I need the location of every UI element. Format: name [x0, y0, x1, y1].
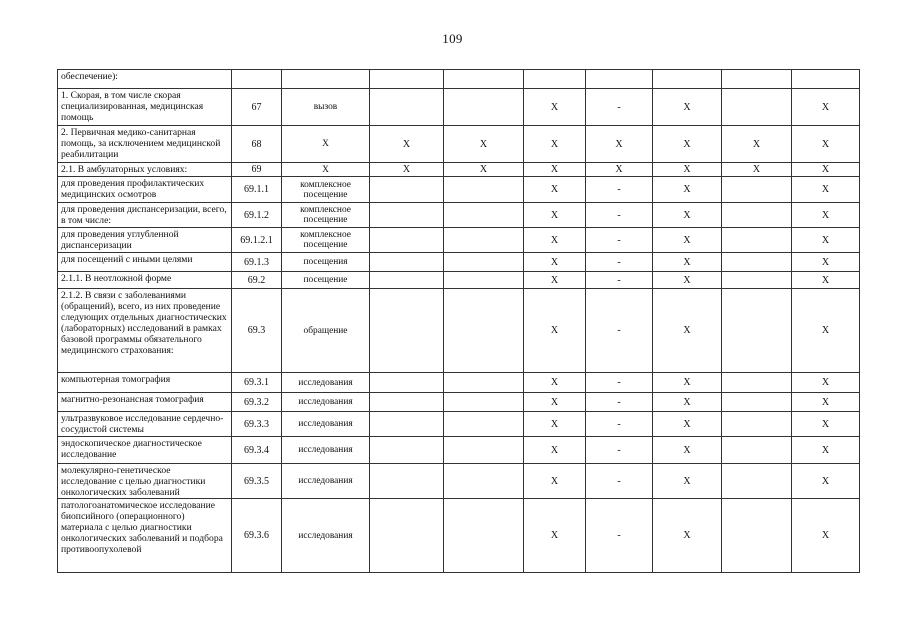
row-code-cell: 69.1.2 — [232, 203, 282, 228]
row-value-cell — [722, 499, 792, 573]
row-name-cell: патологоанатомическое исследование биопсийного (операционного) материала с целью диагностики онкологических заболеваний и подбора противоопухолевой — [58, 499, 232, 573]
row-unit-cell: исследования — [282, 464, 370, 499]
row-value-cell: - — [586, 253, 653, 272]
row-value-cell — [722, 203, 792, 228]
row-name-cell: для проведения диспансеризации, всего, в том числе: — [58, 203, 232, 228]
row-value-cell — [653, 70, 722, 89]
row-value-cell: X — [370, 126, 444, 163]
row-value-cell — [444, 89, 524, 126]
row-value-cell: X — [653, 437, 722, 464]
table-row — [58, 253, 860, 272]
row-value-cell: X — [524, 253, 586, 272]
row-unit-cell: X — [282, 163, 370, 177]
row-value-cell: X — [524, 203, 586, 228]
row-value-cell — [722, 373, 792, 393]
row-value-cell: X — [792, 289, 860, 373]
row-value-cell — [722, 464, 792, 499]
row-value-cell: X — [653, 89, 722, 126]
row-value-cell: X — [792, 163, 860, 177]
row-name-cell: для посещений с иными целями — [58, 253, 232, 272]
row-value-cell: - — [586, 203, 653, 228]
row-code-cell: 69.3.5 — [232, 464, 282, 499]
row-code-cell: 69.2 — [232, 272, 282, 289]
row-value-cell — [722, 177, 792, 203]
row-value-cell: X — [653, 412, 722, 437]
row-value-cell: X — [653, 373, 722, 393]
row-value-cell: - — [586, 393, 653, 412]
row-value-cell — [444, 499, 524, 573]
row-value-cell — [370, 70, 444, 89]
row-value-cell — [722, 253, 792, 272]
row-value-cell: - — [586, 272, 653, 289]
table-row — [58, 412, 860, 437]
page-number: 109 — [442, 31, 463, 46]
table-row — [58, 126, 860, 163]
row-value-cell: X — [722, 163, 792, 177]
table-row — [58, 163, 860, 177]
row-value-cell — [444, 228, 524, 253]
row-value-cell — [370, 499, 444, 573]
row-value-cell — [370, 177, 444, 203]
row-value-cell — [722, 228, 792, 253]
row-value-cell: X — [792, 464, 860, 499]
row-value-cell — [444, 70, 524, 89]
row-value-cell: X — [792, 393, 860, 412]
row-value-cell: X — [722, 126, 792, 163]
row-value-cell: X — [792, 253, 860, 272]
row-value-cell: - — [586, 412, 653, 437]
row-value-cell: X — [586, 126, 653, 163]
row-name-cell: 2.1.1. В неотложной форме — [58, 272, 232, 289]
table-row — [58, 393, 860, 412]
row-value-cell — [444, 437, 524, 464]
row-value-cell — [444, 272, 524, 289]
row-unit-cell: вызов — [282, 89, 370, 126]
row-value-cell: - — [586, 499, 653, 573]
row-name-cell: для проведения углубленной диспансеризации — [58, 228, 232, 253]
row-unit-cell: обращение — [282, 289, 370, 373]
row-value-cell — [370, 464, 444, 499]
row-value-cell: X — [524, 126, 586, 163]
row-value-cell — [370, 228, 444, 253]
row-value-cell — [722, 272, 792, 289]
row-value-cell — [370, 373, 444, 393]
row-code-cell: 69.3.4 — [232, 437, 282, 464]
row-value-cell: X — [653, 228, 722, 253]
row-value-cell: - — [586, 464, 653, 499]
row-unit-cell: исследования — [282, 499, 370, 573]
row-value-cell: X — [524, 163, 586, 177]
row-unit-cell: исследования — [282, 393, 370, 412]
row-value-cell: - — [586, 373, 653, 393]
row-value-cell: X — [524, 393, 586, 412]
row-code-cell: 69.3 — [232, 289, 282, 373]
table-row — [58, 289, 860, 373]
row-value-cell — [444, 253, 524, 272]
row-value-cell: X — [653, 272, 722, 289]
row-value-cell — [444, 464, 524, 499]
row-value-cell: - — [586, 177, 653, 203]
row-code-cell: 69 — [232, 163, 282, 177]
row-value-cell — [370, 89, 444, 126]
row-value-cell: X — [792, 437, 860, 464]
row-value-cell — [444, 289, 524, 373]
row-value-cell: X — [653, 163, 722, 177]
row-value-cell: X — [524, 228, 586, 253]
row-unit-cell: комплексное посещение — [282, 177, 370, 203]
table-row — [58, 499, 860, 573]
table-row — [58, 437, 860, 464]
row-code-cell: 69.3.2 — [232, 393, 282, 412]
row-code-cell: 67 — [232, 89, 282, 126]
row-value-cell: X — [524, 464, 586, 499]
row-value-cell: X — [653, 393, 722, 412]
row-value-cell: - — [586, 89, 653, 126]
row-code-cell: 69.3.3 — [232, 412, 282, 437]
row-name-cell: эндоскопическое диагностическое исследование — [58, 437, 232, 464]
row-value-cell: X — [524, 89, 586, 126]
row-value-cell — [370, 272, 444, 289]
row-value-cell: X — [792, 499, 860, 573]
table-row — [58, 272, 860, 289]
table-row — [58, 464, 860, 499]
row-value-cell — [370, 253, 444, 272]
row-value-cell — [444, 203, 524, 228]
row-name-cell: магнитно-резонансная томография — [58, 393, 232, 412]
row-value-cell: X — [653, 499, 722, 573]
program-table — [57, 69, 860, 573]
row-value-cell — [370, 393, 444, 412]
row-value-cell: - — [586, 437, 653, 464]
row-value-cell: X — [524, 373, 586, 393]
row-name-cell: молекулярно-генетическое исследование с целью диагностики онкологических заболеваний — [58, 464, 232, 499]
table-row — [58, 177, 860, 203]
row-name-cell: 2.1.2. В связи с заболеваниями (обращений), всего, из них проведение следующих отдельных диагностических (лабораторных) исследований в рамках базовой программы обязательного медицинского страхования: — [58, 289, 232, 373]
row-value-cell — [586, 70, 653, 89]
row-value-cell: X — [792, 373, 860, 393]
table-body — [58, 70, 860, 573]
row-unit-cell: исследования — [282, 437, 370, 464]
row-name-cell: ультразвуковое исследование сердечно-сосудистой системы — [58, 412, 232, 437]
row-name-cell: обеспечение): — [58, 70, 232, 89]
table-row — [58, 89, 860, 126]
row-value-cell — [722, 393, 792, 412]
row-code-cell: 69.3.6 — [232, 499, 282, 573]
row-name-cell: компьютерная томография — [58, 373, 232, 393]
row-value-cell — [444, 393, 524, 412]
row-value-cell: - — [586, 228, 653, 253]
row-unit-cell: комплексное посещение — [282, 228, 370, 253]
row-value-cell — [444, 412, 524, 437]
table-row — [58, 70, 860, 89]
row-value-cell: X — [653, 177, 722, 203]
row-value-cell — [524, 70, 586, 89]
row-value-cell: X — [370, 163, 444, 177]
table-row — [58, 203, 860, 228]
row-value-cell — [722, 289, 792, 373]
row-value-cell: X — [792, 126, 860, 163]
row-code-cell — [232, 70, 282, 89]
row-value-cell: X — [653, 464, 722, 499]
table-row — [58, 373, 860, 393]
row-unit-cell: посещение — [282, 272, 370, 289]
row-value-cell: X — [653, 203, 722, 228]
row-value-cell — [722, 437, 792, 464]
row-value-cell — [444, 373, 524, 393]
row-value-cell — [370, 437, 444, 464]
row-value-cell — [722, 412, 792, 437]
row-value-cell: - — [586, 289, 653, 373]
row-code-cell: 69.1.1 — [232, 177, 282, 203]
row-value-cell — [792, 70, 860, 89]
row-unit-cell: исследования — [282, 373, 370, 393]
row-value-cell: X — [524, 499, 586, 573]
row-value-cell: X — [524, 289, 586, 373]
row-value-cell — [444, 177, 524, 203]
row-name-cell: 2.1. В амбулаторных условиях: — [58, 163, 232, 177]
row-name-cell: для проведения профилактических медицинских осмотров — [58, 177, 232, 203]
row-value-cell — [370, 289, 444, 373]
row-code-cell: 69.3.1 — [232, 373, 282, 393]
row-value-cell: X — [524, 412, 586, 437]
row-unit-cell: посещения — [282, 253, 370, 272]
row-value-cell: X — [792, 203, 860, 228]
row-value-cell: X — [792, 412, 860, 437]
row-unit-cell: X — [282, 126, 370, 163]
row-value-cell: X — [524, 272, 586, 289]
row-value-cell: X — [653, 253, 722, 272]
row-unit-cell: исследования — [282, 412, 370, 437]
row-value-cell — [722, 70, 792, 89]
row-code-cell: 68 — [232, 126, 282, 163]
row-name-cell: 2. Первичная медико-санитарная помощь, за исключением медицинской реабилитации — [58, 126, 232, 163]
table-row — [58, 228, 860, 253]
row-value-cell: X — [792, 228, 860, 253]
row-value-cell: X — [524, 177, 586, 203]
row-value-cell: X — [792, 177, 860, 203]
row-unit-cell — [282, 70, 370, 89]
row-value-cell: X — [586, 163, 653, 177]
row-name-cell: 1. Скорая, в том числе скорая специализированная, медицинская помощь — [58, 89, 232, 126]
row-unit-cell: комплексное посещение — [282, 203, 370, 228]
row-value-cell: X — [792, 89, 860, 126]
row-value-cell: X — [444, 163, 524, 177]
row-value-cell — [722, 89, 792, 126]
row-value-cell — [370, 412, 444, 437]
row-code-cell: 69.1.2.1 — [232, 228, 282, 253]
row-value-cell: X — [444, 126, 524, 163]
row-value-cell: X — [653, 289, 722, 373]
row-value-cell: X — [792, 272, 860, 289]
row-code-cell: 69.1.3 — [232, 253, 282, 272]
row-value-cell: X — [524, 437, 586, 464]
row-value-cell: X — [653, 126, 722, 163]
row-value-cell — [370, 203, 444, 228]
